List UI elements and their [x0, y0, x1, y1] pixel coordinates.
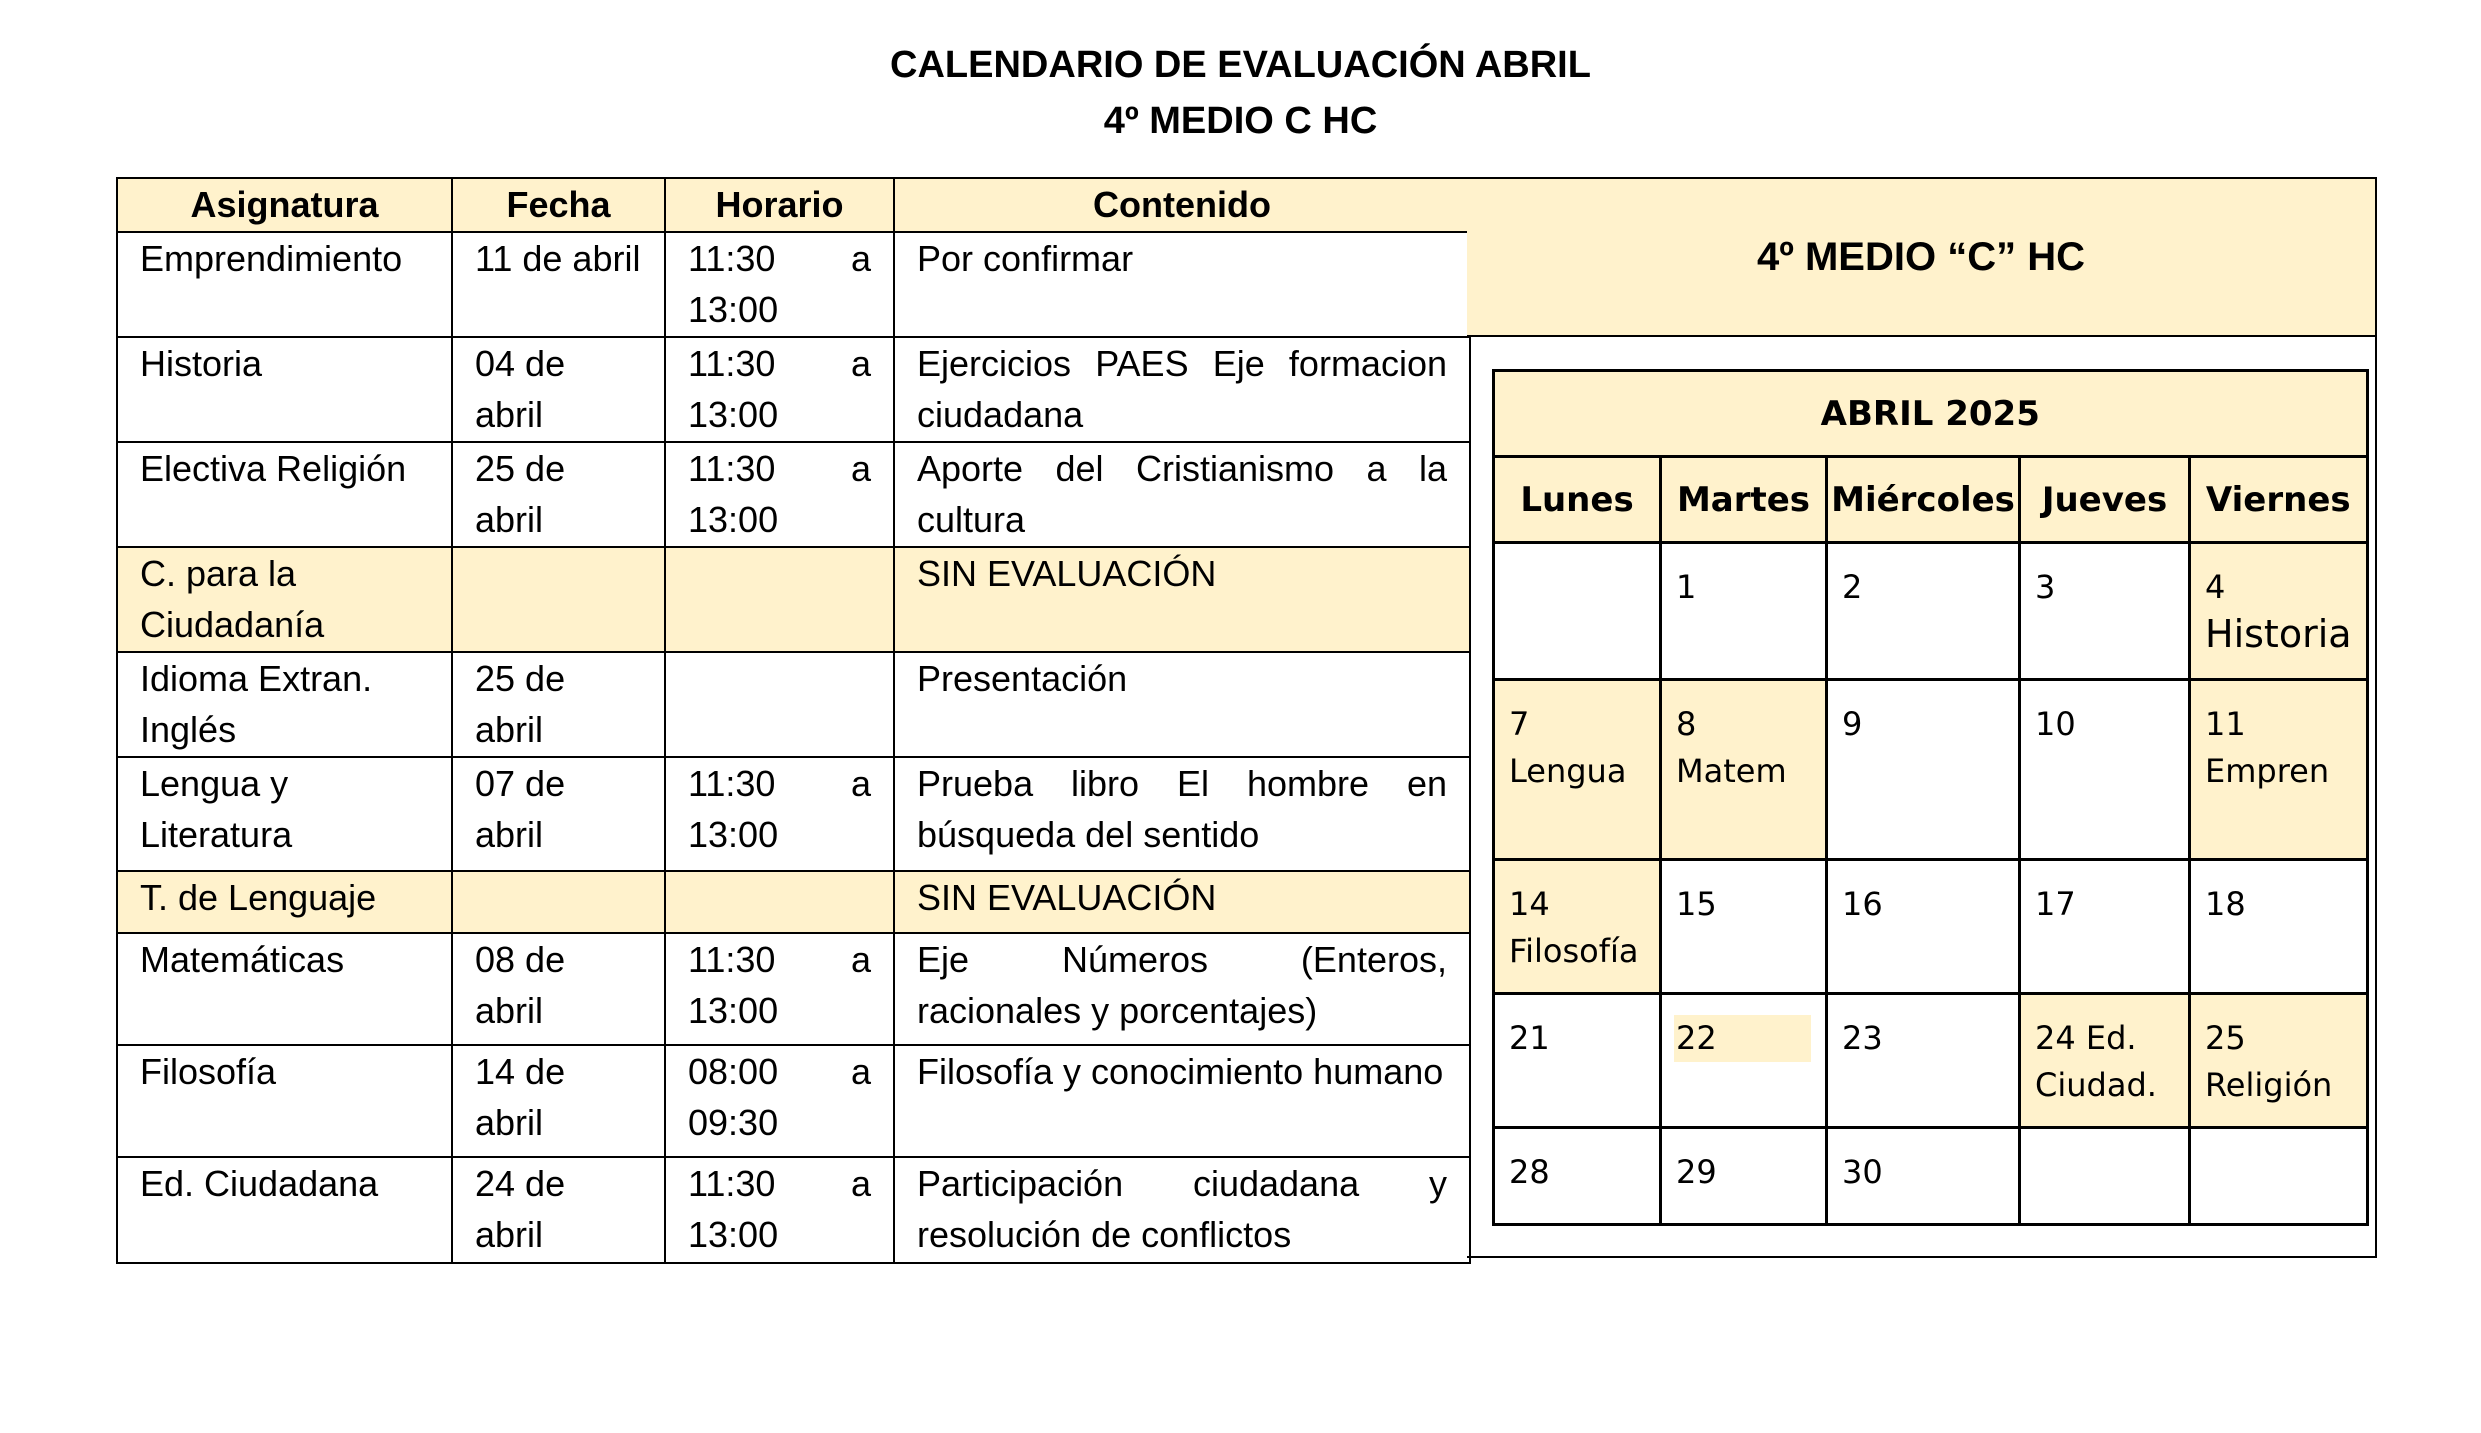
day-number: 3: [2035, 568, 2056, 606]
content-cell: Por confirmar: [894, 232, 1470, 337]
day-event: Matem: [1676, 752, 1787, 790]
day-number: 9: [1842, 705, 1863, 743]
time-cell: [665, 1045, 894, 1157]
day-event: Ciudad.: [2035, 1066, 2157, 1104]
content-cell: SIN EVALUACIÓN: [894, 871, 1470, 933]
day-number: 22: [1674, 1015, 1811, 1062]
day-number: 1: [1676, 568, 1697, 606]
subject-cell: T. de Lenguaje: [117, 871, 452, 933]
calendar-day-cell: [1494, 994, 1661, 1128]
content-cell: Aporte del Cristianismo a la cultura: [894, 442, 1470, 547]
day-number: 23: [1842, 1019, 1883, 1057]
day-event: Empren: [2205, 752, 2330, 790]
content-cell: SIN EVALUACIÓN: [894, 547, 1470, 652]
time-from: 11:30: [688, 939, 776, 980]
calendar-day-cell: [2190, 994, 2368, 1128]
day-number: 11: [2205, 705, 2246, 743]
time-to: 13:00: [688, 990, 779, 1031]
time-cell: [665, 757, 894, 871]
time-from: 08:00: [688, 1051, 779, 1092]
time-to: 13:00: [688, 394, 779, 435]
date-cell: 25 de abril: [452, 652, 665, 757]
time-cell: [665, 232, 894, 337]
table-header-row: [117, 178, 1470, 232]
calendar-day-cell: [1494, 680, 1661, 860]
date-cell: [452, 871, 665, 933]
table-row: [117, 337, 1470, 442]
day-number: 2: [1842, 568, 1863, 606]
content-cell: Prueba libro El hombre en búsqueda del sentido: [894, 757, 1470, 871]
date-cell: 24 de abril: [452, 1157, 665, 1263]
day-number: 24 Ed.: [2035, 1019, 2137, 1057]
time-separator: a: [850, 939, 871, 980]
calendar-day-cell: [1661, 543, 1827, 680]
evaluation-table: [116, 177, 1471, 1264]
day-number: 25: [2205, 1019, 2246, 1057]
calendar-week: [1494, 860, 2368, 994]
calendar-day-cell: [2020, 860, 2190, 994]
calendar-day-cell: [1827, 994, 2020, 1128]
calendar-day-cell: [1827, 543, 2020, 680]
calendar-day-cell: [2020, 680, 2190, 860]
day-event: Religión: [2205, 1066, 2333, 1104]
table-row: [117, 757, 1470, 871]
subject-cell: C. para la Ciudadanía: [117, 547, 452, 652]
date-cell: 07 de abril: [452, 757, 665, 871]
calendar-day-cell: [2190, 1128, 2368, 1225]
column-header-content: Contenido: [894, 178, 1470, 232]
day-number: 16: [1842, 885, 1883, 923]
subject-cell: Ed. Ciudadana: [117, 1157, 452, 1263]
day-number: 4: [2205, 568, 2226, 606]
day-event: Historia: [2205, 612, 2352, 656]
day-number: 18: [2205, 885, 2246, 923]
content-cell: Participación ciudadana y resolución de conflictos: [894, 1157, 1470, 1263]
time-cell: [665, 547, 894, 652]
calendar-day-cell: [1494, 860, 1661, 994]
content-cell: Presentación: [894, 652, 1470, 757]
subject-cell: Idioma Extran. Inglés: [117, 652, 452, 757]
time-separator: a: [850, 343, 871, 384]
time-cell: [665, 652, 894, 757]
time-from: 11:30: [688, 1163, 776, 1204]
content-cell: Eje Números (Enteros, racionales y porcentajes): [894, 933, 1470, 1045]
time-to: 13:00: [688, 289, 779, 330]
weekday-monday: Lunes: [1494, 457, 1661, 543]
calendar-day-cell: [1661, 860, 1827, 994]
table-row: [117, 871, 1470, 933]
date-cell: [452, 547, 665, 652]
time-cell: [665, 871, 894, 933]
calendar-month-title: ABRIL 2025: [1494, 371, 2368, 457]
date-cell: 08 de abril: [452, 933, 665, 1045]
table-row: [117, 933, 1470, 1045]
time-separator: a: [850, 448, 871, 489]
time-separator: a: [850, 763, 871, 804]
subject-cell: Historia: [117, 337, 452, 442]
table-row: [117, 652, 1470, 757]
weekday-friday: Viernes: [2190, 457, 2368, 543]
time-to: 13:00: [688, 814, 779, 855]
weekday-thursday: Jueves: [2020, 457, 2190, 543]
day-number: 8: [1676, 705, 1697, 743]
day-event: Lengua: [1509, 752, 1627, 790]
time-separator: a: [850, 1051, 871, 1092]
calendar-day-cell: [1827, 860, 2020, 994]
table-row: [117, 442, 1470, 547]
calendar-day-cell: [2190, 860, 2368, 994]
day-number: 28: [1509, 1153, 1550, 1191]
calendar-week: [1494, 994, 2368, 1128]
day-number: 29: [1676, 1153, 1717, 1191]
column-header-date: Fecha: [452, 178, 665, 232]
table-row: [117, 232, 1470, 337]
subject-cell: Emprendimiento: [117, 232, 452, 337]
column-header-time: Horario: [665, 178, 894, 232]
subject-cell: Matemáticas: [117, 933, 452, 1045]
calendar-day-cell: [1661, 680, 1827, 860]
subject-cell: Lengua y Literatura: [117, 757, 452, 871]
document-subtitle: 4º MEDIO C HC: [1103, 100, 1378, 142]
table-row: [117, 547, 1470, 652]
weekday-tuesday: Martes: [1661, 457, 1827, 543]
time-cell: [665, 933, 894, 1045]
column-header-subject: Asignatura: [117, 178, 452, 232]
calendar-week: [1494, 543, 2368, 680]
date-cell: 04 de abril: [452, 337, 665, 442]
time-to: 13:00: [688, 1214, 779, 1255]
calendar-day-cell: [1827, 680, 2020, 860]
time-cell: [665, 442, 894, 547]
calendar-day-cell: [2020, 1128, 2190, 1225]
day-number: 17: [2035, 885, 2076, 923]
time-to: 13:00: [688, 499, 779, 540]
calendar-week: [1494, 680, 2368, 860]
time-separator: a: [850, 1163, 871, 1204]
time-cell: [665, 337, 894, 442]
day-number: 14: [1509, 885, 1550, 923]
document-title: CALENDARIO DE EVALUACIÓN ABRIL: [890, 44, 1591, 86]
content-cell: Ejercicios PAES Eje formacion ciudadana: [894, 337, 1470, 442]
table-row: [117, 1045, 1470, 1157]
calendar-day-cell: [1494, 1128, 1661, 1225]
calendar-day-cell: [2190, 680, 2368, 860]
panel-heading: 4º MEDIO “C” HC: [1467, 179, 2375, 337]
calendar-day-cell: [2190, 543, 2368, 680]
time-from: 11:30: [688, 448, 776, 489]
time-to: 09:30: [688, 1102, 779, 1143]
date-cell: 14 de abril: [452, 1045, 665, 1157]
subject-cell: Electiva Religión: [117, 442, 452, 547]
subject-cell: Filosofía: [117, 1045, 452, 1157]
calendar-week: [1494, 1128, 2368, 1225]
calendar-day-cell: [1827, 1128, 2020, 1225]
day-number: 30: [1842, 1153, 1883, 1191]
weekday-row: [1494, 457, 2368, 543]
time-from: 11:30: [688, 343, 776, 384]
calendar-day-cell: [1661, 994, 1827, 1128]
date-cell: 11 de abril: [452, 232, 665, 337]
day-number: 21: [1509, 1019, 1550, 1057]
calendar-day-cell: [2020, 543, 2190, 680]
month-calendar: [1492, 369, 2369, 1226]
day-event: Filosofía: [1509, 932, 1639, 970]
time-separator: a: [850, 238, 871, 279]
weekday-wednesday: Miércoles: [1827, 457, 2020, 543]
date-cell: 25 de abril: [452, 442, 665, 547]
time-from: 11:30: [688, 763, 776, 804]
day-number: 7: [1509, 705, 1530, 743]
calendar-day-cell: [1494, 543, 1661, 680]
calendar-day-cell: [2020, 994, 2190, 1128]
calendar-day-cell: [1661, 1128, 1827, 1225]
time-cell: [665, 1157, 894, 1263]
time-from: 11:30: [688, 238, 776, 279]
content-cell: Filosofía y conocimiento humano: [894, 1045, 1470, 1157]
day-number: 15: [1676, 885, 1717, 923]
day-number: 10: [2035, 705, 2076, 743]
table-row: [117, 1157, 1470, 1263]
